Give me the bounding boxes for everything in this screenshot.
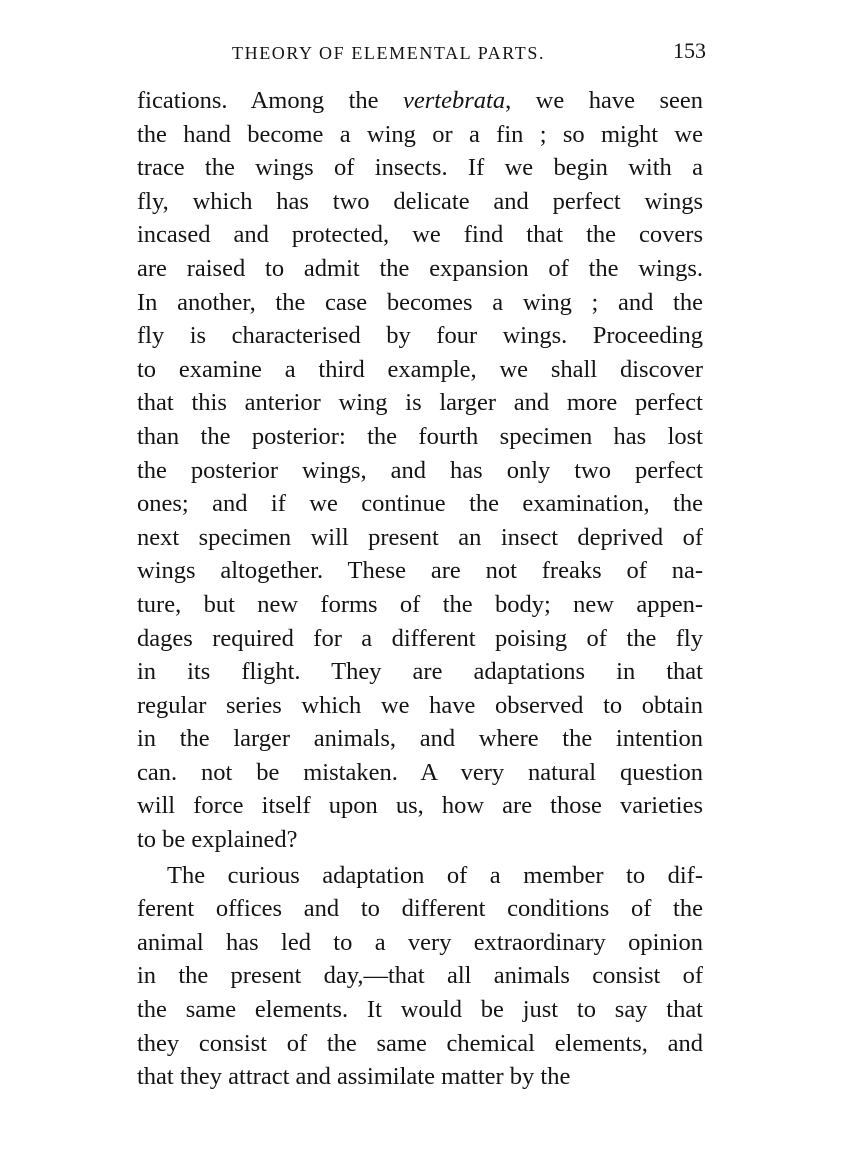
running-title: THEORY OF ELEMENTAL PARTS. <box>232 43 546 63</box>
text-line <box>137 319 703 353</box>
text-segment: in the larger animals, and where the intention <box>137 725 703 753</box>
text-segment: incased and protected, we find that the covers <box>137 221 703 249</box>
italic-text: vertebrata <box>403 87 506 114</box>
text-line <box>137 286 703 320</box>
text-segment: in the present day,—that all animals consist of <box>137 962 703 990</box>
text-line <box>137 151 703 185</box>
text-segment: the same elements. It would be just to say that <box>137 996 703 1024</box>
text-segment: , we have seen <box>505 87 703 114</box>
text-segment: The curious adaptation of a member to dif- <box>167 861 703 889</box>
text-segment: the posterior wings, and has only two perfect <box>137 456 703 484</box>
text-segment: will force itself upon us, how are those varieties <box>137 792 703 820</box>
text-line <box>137 1060 703 1094</box>
text-segment: animal has led to a very extraordinary opinion <box>137 928 703 956</box>
text-segment: can. not be mistaken. A very natural question <box>137 758 703 786</box>
text-segment: In another, the case becomes a wing ; and the <box>137 288 703 316</box>
text-line <box>137 588 703 622</box>
text-segment: than the posterior: the fourth specimen has lost <box>137 422 703 450</box>
text-segment: next specimen will present an insect deprived of <box>137 523 703 551</box>
page-number: 153 <box>673 38 706 63</box>
text-segment: regular series which we have observed to obtain <box>137 691 703 719</box>
text-line <box>137 859 703 893</box>
text-line <box>137 959 703 993</box>
text-line <box>137 689 703 723</box>
paragraph <box>137 859 703 1094</box>
text-segment: are raised to admit the expansion of the wings. <box>137 254 703 282</box>
text-segment: fications. Among the <box>137 87 404 114</box>
text-line <box>137 1027 703 1061</box>
text-line <box>137 118 703 152</box>
text-segment: trace the wings of insects. If we begin with a <box>137 154 703 182</box>
text-line <box>137 823 703 857</box>
text-line <box>137 622 703 656</box>
text-segment: dages required for a different poising of the fly <box>137 624 703 652</box>
text-line <box>137 722 703 756</box>
text-line <box>137 756 703 790</box>
text-segment: in its flight. They are adaptations in that <box>137 658 703 686</box>
text-segment: fly is characterised by four wings. Proceeding <box>137 322 703 350</box>
text-segment: ferent offices and to different conditions of the <box>137 895 703 923</box>
text-line <box>137 655 703 689</box>
running-head <box>140 38 706 68</box>
text-segment: they consist of the same chemical elements, and <box>137 1029 703 1057</box>
text-line <box>137 353 703 387</box>
text-segment: fly, which has two delicate and perfect wings <box>137 187 703 215</box>
text-line <box>137 84 703 118</box>
text-line <box>137 185 703 219</box>
paragraph <box>137 84 703 857</box>
text-line <box>137 789 703 823</box>
text-line <box>137 454 703 488</box>
text-line <box>137 218 703 252</box>
text-line <box>137 487 703 521</box>
text-segment: ture, but new forms of the body; new appen- <box>137 590 703 618</box>
text-line <box>137 521 703 555</box>
text-line <box>137 993 703 1027</box>
text-segment: that this anterior wing is larger and more perfect <box>137 389 703 417</box>
text-segment: wings altogether. These are not freaks of na- <box>137 557 703 585</box>
text-line <box>137 554 703 588</box>
text-line <box>137 386 703 420</box>
text-line <box>137 926 703 960</box>
text-segment: to examine a third example, we shall discover <box>137 355 703 383</box>
text-segment: the hand become a wing or a fin ; so might we <box>137 120 703 148</box>
body-text <box>137 84 703 1094</box>
text-line <box>137 420 703 454</box>
text-segment: to be explained? <box>137 826 298 854</box>
text-segment: that they attract and assimilate matter by the <box>137 1063 571 1091</box>
text-line <box>137 892 703 926</box>
text-line <box>137 252 703 286</box>
text-segment: ones; and if we continue the examination, the <box>137 490 703 518</box>
